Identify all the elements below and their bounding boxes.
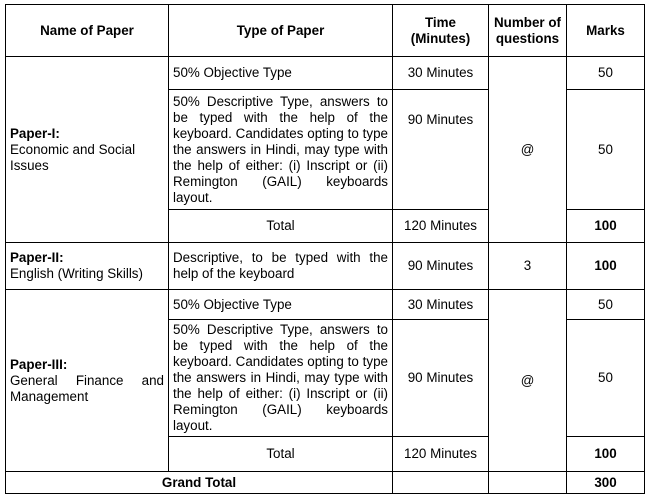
table-row (6, 290, 645, 320)
paper3-objective-marks: 50 (567, 290, 645, 320)
paper1-name-cell (6, 57, 169, 243)
grand-total-label: Grand Total (6, 472, 393, 494)
grand-total-questions-empty (489, 472, 567, 494)
paper3-questions: @ (489, 290, 567, 472)
paper2-questions: 3 (489, 243, 567, 290)
exam-pattern-table (5, 4, 645, 494)
paper3-total-marks: 100 (567, 437, 645, 472)
grand-total-row (6, 472, 645, 494)
header-questions: Number of questions (489, 5, 567, 57)
paper1-title: Paper-I: (10, 125, 60, 141)
grand-total-time-empty (393, 472, 489, 494)
table-row (6, 57, 645, 90)
paper3-descriptive-time: 90 Minutes (393, 320, 489, 437)
grand-total-marks: 300 (567, 472, 645, 494)
header-name: Name of Paper (6, 5, 169, 57)
paper1-descriptive-type: 50% Descriptive Type, answers to be typed with the help of the keyboard. Candidates opting to type the answers in Hindi, may type with the help of either: (i) Inscript or (ii) Remington (GAIL) keyboards layout. (169, 90, 393, 210)
paper2-time: 90 Minutes (393, 243, 489, 290)
paper1-objective-marks: 50 (567, 57, 645, 90)
paper1-descriptive-time: 90 Minutes (393, 90, 489, 210)
paper2-name-cell (6, 243, 169, 290)
paper2-marks: 100 (567, 243, 645, 290)
table-row (6, 243, 645, 290)
paper1-subtitle: Economic and Social Issues (10, 141, 136, 173)
paper1-questions: @ (489, 57, 567, 243)
paper3-name-cell (6, 290, 169, 472)
paper1-total-time: 120 Minutes (393, 210, 489, 243)
header-type: Type of Paper (169, 5, 393, 57)
paper3-title: Paper-III: (10, 356, 68, 372)
paper1-total-label: Total (169, 210, 393, 243)
paper2-subtitle: English (Writing Skills) (10, 266, 143, 281)
paper2-title: Paper-II: (10, 250, 64, 265)
paper3-subtitle: General Finance and Management (10, 372, 164, 404)
header-row (6, 5, 645, 57)
paper3-objective-time: 30 Minutes (393, 290, 489, 320)
paper1-objective-time: 30 Minutes (393, 57, 489, 90)
paper3-descriptive-marks: 50 (567, 320, 645, 437)
paper3-objective-type: 50% Objective Type (169, 290, 393, 320)
paper3-total-time: 120 Minutes (393, 437, 489, 472)
paper3-total-label: Total (169, 437, 393, 472)
header-time: Time (Minutes) (393, 5, 489, 57)
paper1-total-marks: 100 (567, 210, 645, 243)
paper1-objective-type: 50% Objective Type (169, 57, 393, 90)
paper1-descriptive-marks: 50 (567, 90, 645, 210)
header-marks: Marks (567, 5, 645, 57)
paper2-type: Descriptive, to be typed with the help of the keyboard (169, 243, 393, 290)
paper3-descriptive-type: 50% Descriptive Type, answers to be typed with the help of the keyboard. Candidates opting to type the answers in Hindi, may type with the help of either: (i) Inscript or (ii) Remington (GAIL) keyboards layout. (169, 320, 393, 437)
